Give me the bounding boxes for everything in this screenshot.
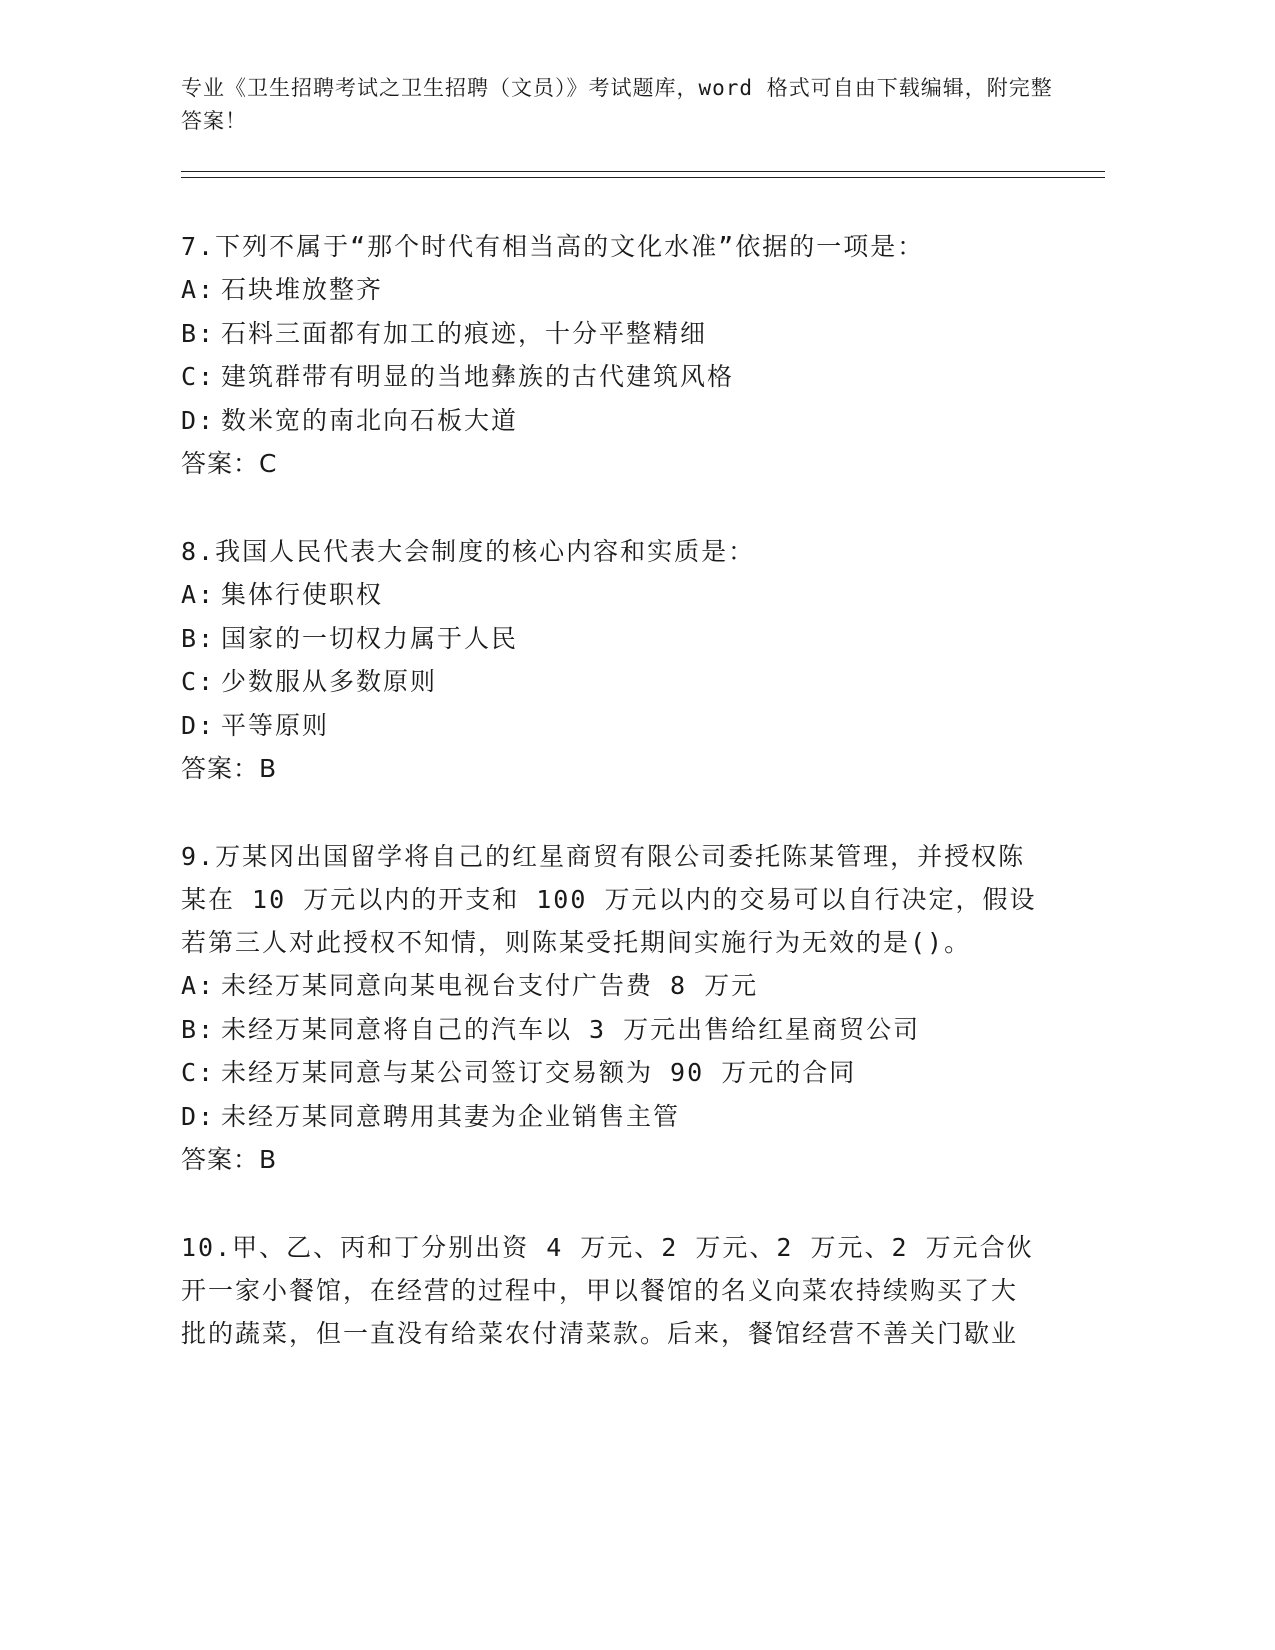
option-key: D: [181, 1101, 216, 1131]
option-key: D: [181, 405, 216, 435]
option-text: 平等原则 [221, 710, 330, 740]
option-key: A: [181, 580, 216, 609]
option-key: B: [181, 1014, 216, 1044]
option-text: 未经万某同意与某公司签订交易额为 90 万元的合同 [221, 1058, 857, 1087]
option-d [181, 1095, 1041, 1139]
question-9 [181, 835, 1041, 1181]
option-text: 石料三面都有加工的痕迹，十分平整精细 [221, 318, 708, 348]
question-stem: 8.我国人民代表大会制度的核心内容和实质是： [181, 537, 756, 566]
option-key: C: [181, 1058, 216, 1087]
option-key: A: [181, 275, 216, 304]
question-10 [181, 1226, 1041, 1355]
option-d [181, 399, 1041, 443]
option-d [181, 704, 1041, 748]
header-divider-top [181, 171, 1105, 172]
option-key: A: [181, 971, 216, 1000]
option-key: B: [181, 318, 216, 348]
question-stem: 9.万某冈出国留学将自己的红星商贸有限公司委托陈某管理，并授权陈某在 10 万元以内的开支和 100 万元以内的交易可以自行决定，假设若第三人对此授权不知情，则陈某受托期间实施行为无效的是()。 [181, 842, 1037, 957]
question-list [181, 225, 1041, 1400]
option-text: 石块堆放整齐 [221, 275, 384, 304]
option-a [181, 268, 1041, 312]
option-b [181, 1008, 1041, 1052]
option-key: C: [181, 362, 216, 391]
option-c [181, 1051, 1041, 1095]
answer-line: 答案：B [181, 754, 278, 783]
option-key: C: [181, 667, 216, 696]
answer-line: 答案：B [181, 1145, 278, 1174]
option-c [181, 355, 1041, 399]
option-key: B: [181, 623, 216, 653]
option-b [181, 617, 1041, 661]
question-stem: 10.甲、乙、丙和丁分别出资 4 万元、2 万元、2 万元、2 万元合伙开一家小餐馆，在经营的过程中，甲以餐馆的名义向菜农持续购买了大批的蔬菜，但一直没有给菜农付清菜款。后来，餐馆经营不善关门歇业 [181, 1233, 1034, 1348]
question-stem: 7.下列不属于“那个时代有相当高的文化水准”依据的一项是： [181, 232, 925, 261]
option-text: 未经万某同意向某电视台支付广告费 8 万元 [221, 971, 759, 1000]
option-text: 集体行使职权 [221, 580, 384, 609]
option-text: 国家的一切权力属于人民 [221, 623, 519, 653]
option-a [181, 573, 1041, 617]
option-a [181, 964, 1041, 1008]
answer-line: 答案：C [181, 449, 278, 478]
option-text: 建筑群带有明显的当地彝族的古代建筑风格 [221, 362, 735, 391]
question-8 [181, 530, 1041, 790]
option-key: D: [181, 710, 216, 740]
option-text: 数米宽的南北向石板大道 [221, 405, 519, 435]
option-text: 少数服从多数原则 [221, 667, 438, 696]
document-intro: 专业《卫生招聘考试之卫生招聘（文员）》考试题库，word 格式可自由下载编辑，附完整答案！ [181, 76, 1053, 133]
option-text: 未经万某同意聘用其妻为企业销售主管 [221, 1101, 681, 1131]
option-c [181, 660, 1041, 704]
option-text: 未经万某同意将自己的汽车以 3 万元出售给红星商贸公司 [221, 1014, 921, 1044]
option-b [181, 312, 1041, 356]
header-divider-bottom [181, 177, 1105, 178]
question-7 [181, 225, 1041, 485]
